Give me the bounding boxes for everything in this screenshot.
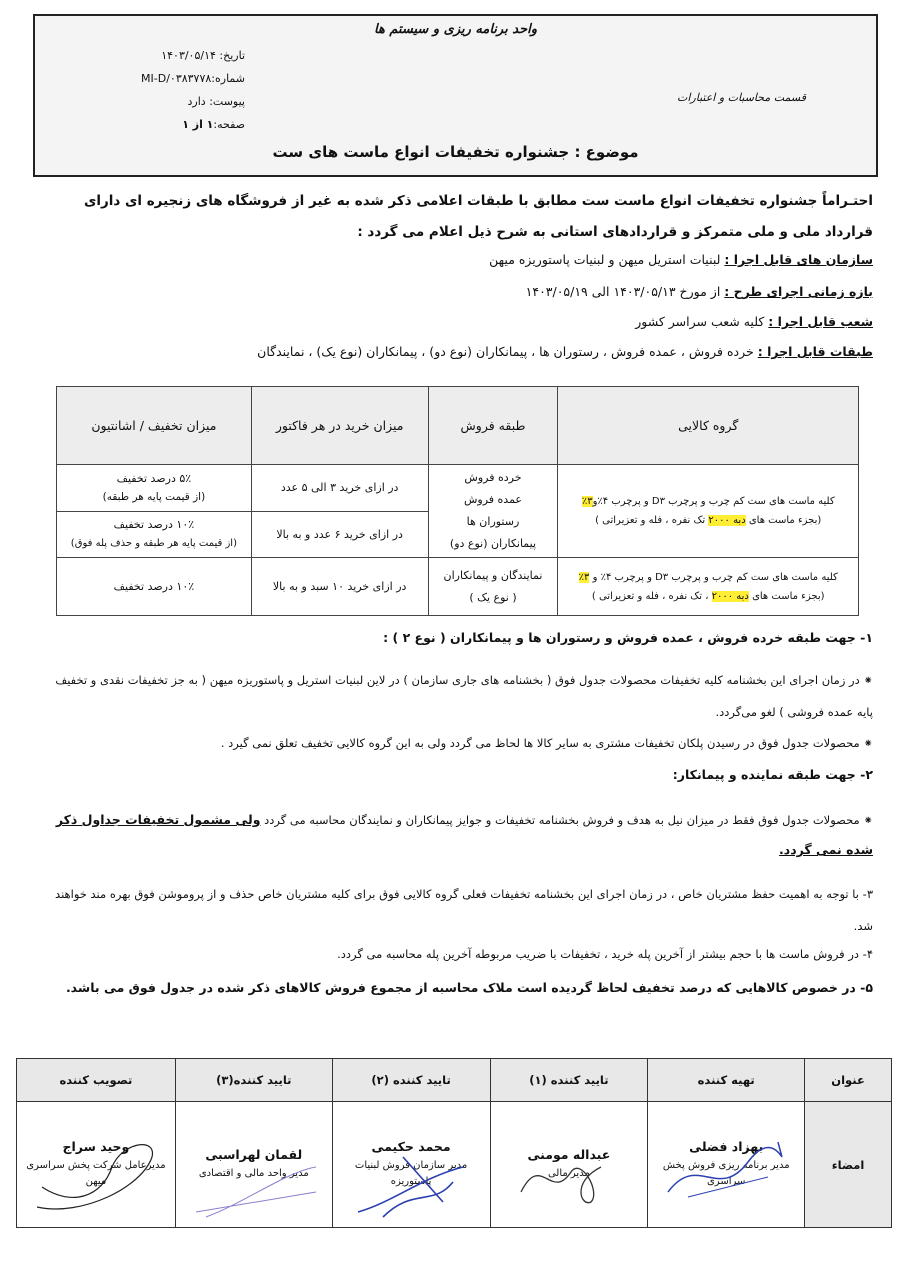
sig-cell-ratifier [17,1102,176,1228]
sig-header-ratifier: تصویب کننده [17,1059,176,1102]
discount-cell [57,465,252,512]
tier-cell [428,465,558,558]
section-3-text: ۳- با توجه به اهمیت حفظ مشتریان خاص ، در زمان اجرای این بخشنامه تخفیفات فعلی گروه کالایی فوق برای کلیه مشتریان خاص حذف و از پروموشن فوق بهره مند خواهند شد. [55,887,873,933]
goods-text: کلیه ماست های ست کم چرب و پرچرب D۳ و پرچرب ۴٪و [592,496,835,507]
tier-item: خرده فروش [464,471,522,484]
tier-line [33,344,873,359]
goods-text: (بجزء ماست های [748,515,822,526]
sig-cell-approver-3 [175,1102,332,1228]
signer-title: مدیر سازمان فروش لبنیات پاستوریزه [354,1160,468,1187]
subject-label: موضوع : [574,143,639,161]
section-5-text: ۵- در خصوص کالاهایی که درصد تخفیف لحاظ گردیده است ملاک محاسبه از مجموع فروش کالاهای ذکر شده در جدول فوق می باشد. [65,980,873,995]
period-line [33,284,873,299]
period-label: بازه زمانی اجرای طرح : [724,284,873,299]
tier-value: خرده فروش ، عمده فروش ، رستوران ها ، پیمانکاران (نوع دو) ، پیمانکاران (نوع یک) ، نمایندگان [257,344,754,359]
page-label: صفحه: [213,118,245,131]
sig-cell-approver-1 [490,1102,648,1228]
org-value: لبنیات استریل میهن و لبنیات پاستوریزه میهن [489,252,721,267]
signer-name: محمد حکیمی [371,1139,451,1154]
section-1-bullet-1: ⁕ در زمان اجرای این بخشنامه کلیه تخفیفات محصولات جدول فوق ( بخشنامه های جاری سازمان ) در لاین لبنیات استریل و پاستوریزه میهن ( به جز تخفیفات نقدی و تخفیف پایه عمده فروشی ) لغو می‌گردد. [55,673,873,719]
signer-title: مدیر مالی [547,1168,590,1179]
subject-text: جشنواره تخفیفات انواع ماست های ست [272,143,570,161]
unit-title: واحد برنامه ریزی و سیستم ها [373,22,537,37]
goods-highlight: دبه ۲۰۰۰ [708,515,746,526]
department-name: قسمت محاسبات و اعتبارات [677,91,806,104]
qty-cell: در ازای خرید ۳ الی ۵ عدد [251,465,428,512]
qty-cell: در ازای خرید ۱۰ سبد و به بالا [251,558,428,616]
tier-label: طبقات قابل اجرا : [757,344,873,359]
tier-item: پیمانکاران (نوع دو) [449,537,537,550]
page-value: ۱ از ۱ [182,118,214,131]
section-2-text: ⁕ محصولات جدول فوق فقط در میزان نیل به هدف و فروش بخشنامه تخفیفات و جوایز پیمانکاران و نمایندگان محاسبه می گردد [264,813,873,827]
tier-item: رستوران ها [466,515,520,528]
header-purchase-qty: میزان خرید در هر فاکتور [251,387,428,465]
signer-title: مدیر برنامه ریزی فروش پخش سراسری [662,1160,790,1187]
signer-name: عبداله مومنی [527,1147,611,1162]
subject-line [35,143,876,161]
goods-text: ، تک نفره ، فله و تعزیراتی ) [591,590,709,602]
period-value: از مورخ ۱۴۰۳/۰۵/۱۳ الی ۱۴۰۳/۰۵/۱۹ [525,284,721,299]
qty-cell: در ازای خرید ۶ عدد و به بالا [251,511,428,558]
table-header-row [57,387,859,465]
tier-cell [428,558,558,616]
sig-cell-preparer [648,1102,805,1228]
discount-cell: ۱۰٪ درصد تخفیف [57,558,252,616]
discount-cell [57,511,252,558]
tier-item: نمایندگان و پیمانکاران [443,568,543,582]
attachment-value: دارد [187,95,206,108]
section-2-bullet-1 [38,805,873,865]
sig-header-title: عنوان [805,1059,892,1102]
header-sales-tier: طبقه فروش [428,387,558,465]
discount-note: (از قیمت پایه هر طبقه) [102,490,206,503]
letter-header [33,14,878,177]
signer-name: بهزاد فضلی [689,1139,764,1154]
table-row [57,558,859,616]
branch-label: شعب قابل اجرا : [768,314,873,329]
goods-highlight: ۳٪ [581,496,593,507]
goods-text: تک نفره ، فله و تعزیراتی ) [595,515,706,526]
goods-cell [558,558,859,616]
section-4-text: ۴- در فروش ماست ها با حجم بیشتر از آخرین پله خرید ، تخفیفات با ضریب مربوطه آخرین پله محاسبه می گردد. [337,947,873,961]
number-label: شماره: [211,72,245,85]
date-value: ۱۴۰۳/۰۵/۱۴ [161,49,216,62]
sig-header-preparer: تهیه کننده [648,1059,805,1102]
goods-text: کلیه ماست های ست کم چرب و پرچرب D۳ و پرچرب ۴٪ و [592,571,838,583]
signer-title: مدیر واحد مالی و اقتصادی [198,1168,309,1179]
goods-highlight: ۳٪ [578,571,590,583]
signature-table [16,1058,892,1228]
sig-header-approver-2: تایید کننده (۲) [332,1059,490,1102]
tier-item: ( نوع یک ) [469,590,517,604]
org-label: سازمان های قابل اجرا : [724,252,873,267]
signer-name: لقمان لهراسبی [205,1147,303,1162]
attachment-label: پیوست: [209,95,245,108]
sig-cell-approver-2 [332,1102,490,1228]
sig-header-approver-1: تایید کننده (۱) [490,1059,648,1102]
goods-highlight: دبه ۲۰۰۰ [711,590,749,602]
section-1-title: ۱- جهت طبقه خرده فروش ، عمده فروش و رستوران ها و پیمانکاران ( نوع ۲ ) : [383,630,873,645]
discount-note: (از قیمت پایه هر طبقه و حذف پله فوق) [70,538,237,550]
sig-header-approver-3: تایید کننده(۳) [175,1059,332,1102]
branch-line [33,314,873,329]
section-2-emphasis: ولی مشمول تخفیفات جداول ذکر شده نمی گردد. [55,812,873,857]
header-discount: میزان تخفیف / اشانتیون [57,387,252,465]
discount-text: ۵٪ درصد تخفیف [116,471,192,485]
intro-paragraph: احتـراماً جشنواره تخفیفات انواع ماست ست مطابق با طبقات اعلامی ذکر شده به غیر از فروشگاه های زنجیره ای دارای قرارداد ملی و ملی متمرکز و قراردادهای استانی به شرح ذیل اعلام می گردد : [83,193,873,240]
signer-title: مدیرعامل شرکت پخش سراسری میهن [26,1160,166,1187]
org-line [33,252,873,267]
discount-table [56,386,859,616]
goods-text: (بجزء ماست های [752,590,825,602]
signer-name: وحید سراج [62,1139,130,1154]
sig-row-label: امضاء [805,1102,892,1228]
tier-item: عمده فروش [463,493,522,506]
signature-header-row [17,1059,892,1102]
letter-meta [105,44,245,136]
discount-text: ۱۰٪ درصد تخفیف [113,518,195,532]
table-row [57,465,859,512]
signature-row [17,1102,892,1228]
branch-value: کلیه شعب سراسر کشور [635,314,765,329]
goods-cell [558,465,859,558]
header-goods-group: گروه کالایی [558,387,859,465]
number-value: MI-D/۰۳۸۳۷۷۸ [141,72,212,85]
date-label: تاریخ: [219,49,245,62]
section-2-title: ۲- جهت طبقه نماینده و پیمانکار: [672,767,873,782]
section-1-bullet-2: ⁕ محصولات جدول فوق در رسیدن پلکان تخفیفات مشتری به سایر کالا ها لحاظ می گردد ولی به این گروه کالایی تخفیف تعلق نمی گیرد . [220,736,873,750]
